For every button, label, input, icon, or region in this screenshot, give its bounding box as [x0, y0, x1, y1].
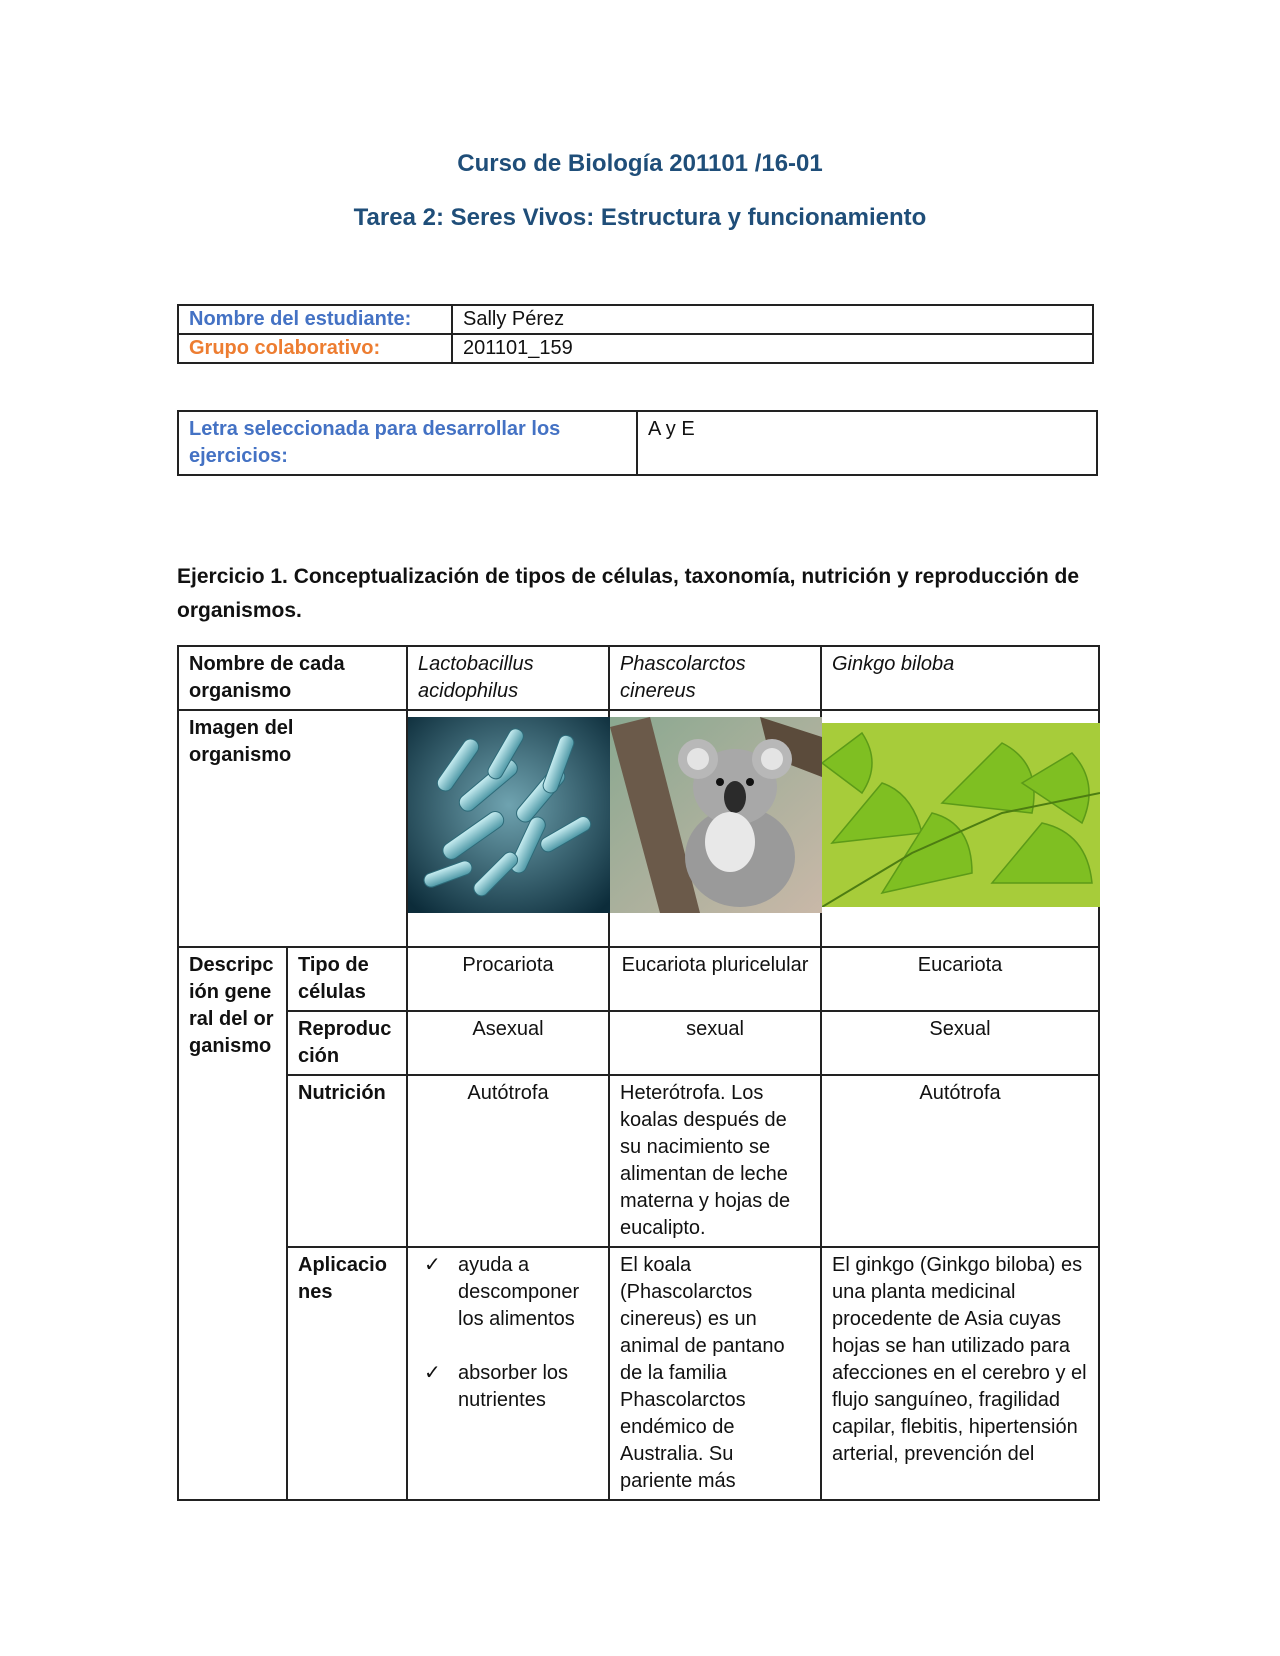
koala-image: [610, 717, 822, 913]
applications-3: El ginkgo (Ginkgo biloba) es una planta medicinal procedente de Asia cuyas hojas se han utilizado para afecciones en el cerebro y el flujo sanguíneo, fragilidad capilar, flebitis, hipertensión arterial, prevención del: [821, 1247, 1099, 1500]
reproduction-3: Sexual: [821, 1011, 1099, 1075]
organism-name-3: Ginkgo biloba: [821, 646, 1099, 710]
task-title: Tarea 2: Seres Vivos: Estructura y funcionamiento: [353, 204, 927, 231]
student-name-value: Sally Pérez: [452, 305, 1093, 334]
organism-image-cell-1: [407, 710, 609, 947]
exercise-title: Ejercicio 1. Conceptualización de tipos de células, taxonomía, nutrición y reproducción de organismos.: [177, 565, 1080, 622]
reproduction-label: Reproducción: [287, 1011, 407, 1075]
applications-2: El koala (Phascolarctos cinereus) es un animal de pantano de la familia Phascolarctos endémico de Australia. Su pariente más: [609, 1247, 821, 1500]
letter-table: [177, 410, 1098, 476]
nutrition-3: Autótrofa: [821, 1075, 1099, 1247]
letter-label: Letra seleccionada para desarrollar los ejercicios:: [178, 411, 637, 475]
row-name-label: Nombre de cada organismo: [178, 646, 407, 710]
reproduction-2: sexual: [609, 1011, 821, 1075]
group-value: 201101_159: [452, 334, 1093, 363]
cell-type-1: Procariota: [407, 947, 609, 1011]
ginkgo-leaves-image: [822, 723, 1100, 907]
student-name-label: Nombre del estudiante:: [178, 305, 452, 334]
list-item: ✓ ayuda a descomponer los alimentos: [424, 1254, 580, 1330]
checkmark-icon: ✓: [424, 1362, 441, 1384]
row-image-label: Imagen del organismo: [178, 710, 407, 947]
applications-check-list: [418, 1252, 598, 1414]
organisms-table: [177, 645, 1100, 1501]
organism-image-cell-2: [609, 710, 821, 947]
nutrition-label: Nutrición: [287, 1075, 407, 1247]
description-group-label: Descripción general del organismo: [178, 947, 287, 1500]
organism-name-1: Lactobacillus acidophilus: [407, 646, 609, 710]
bacteria-image: [408, 717, 610, 913]
cell-type-label: Tipo de células: [287, 947, 407, 1011]
cell-type-2: Eucariota pluricelular: [609, 947, 821, 1011]
checkmark-icon: ✓: [424, 1254, 441, 1276]
applications-1: [407, 1247, 609, 1500]
list-item: ✓ absorber los nutrientes: [424, 1362, 569, 1411]
letter-value: A y E: [637, 411, 1097, 475]
organism-image-cell-3: [821, 710, 1099, 947]
applications-label: Aplicaciones: [287, 1247, 407, 1500]
student-info-table: [177, 304, 1094, 364]
group-label: Grupo colaborativo:: [178, 334, 452, 363]
reproduction-1: Asexual: [407, 1011, 609, 1075]
nutrition-1: Autótrofa: [407, 1075, 609, 1247]
course-title: Curso de Biología 201101 /16-01: [457, 150, 823, 177]
nutrition-2: Heterótrofa. Los koalas después de su nacimiento se alimentan de leche materna y hojas de eucalipto.: [609, 1075, 821, 1247]
cell-type-3: Eucariota: [821, 947, 1099, 1011]
organism-name-2: Phascolarctos cinereus: [609, 646, 821, 710]
